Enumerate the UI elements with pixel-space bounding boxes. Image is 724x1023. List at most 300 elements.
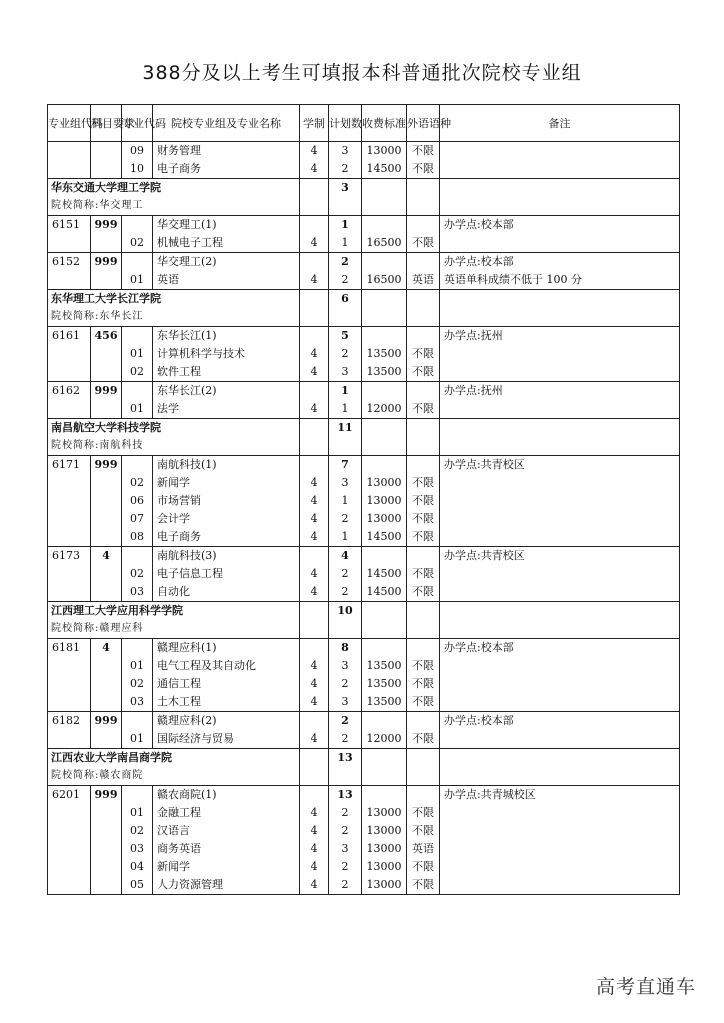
empty-cell — [362, 253, 407, 272]
group-note: 办学点:校本部 — [440, 712, 680, 731]
major-name: 电子信息工程 — [153, 565, 300, 583]
table-row — [48, 528, 680, 547]
table-row — [48, 474, 680, 492]
major-code: 01 — [122, 345, 153, 363]
major-plan: 3 — [329, 142, 362, 161]
group-plan: 5 — [329, 327, 362, 346]
major-years: 4 — [300, 675, 329, 693]
group-plan: 8 — [329, 639, 362, 658]
header-years: 学制 — [300, 105, 329, 142]
major-code: 01 — [122, 804, 153, 822]
empty-cell — [300, 456, 329, 475]
major-code: 02 — [122, 363, 153, 382]
empty-cell — [362, 216, 407, 235]
empty-cell — [440, 749, 680, 768]
group-note: 办学点:校本部 — [440, 253, 680, 272]
major-name: 新闻学 — [153, 474, 300, 492]
empty-cell — [91, 693, 122, 712]
empty-cell — [48, 730, 91, 749]
school-plan: 3 — [329, 179, 362, 198]
empty-cell — [91, 234, 122, 253]
empty-cell — [91, 840, 122, 858]
empty-cell — [362, 308, 407, 327]
school-abbr-row — [48, 620, 680, 639]
group-row — [48, 253, 680, 272]
empty-cell — [407, 290, 440, 309]
major-years: 4 — [300, 363, 329, 382]
empty-cell — [91, 160, 122, 179]
school-plan: 11 — [329, 419, 362, 438]
table-row — [48, 142, 680, 161]
major-plan: 2 — [329, 345, 362, 363]
major-name: 计算机科学与技术 — [153, 345, 300, 363]
group-name: 赣农商院(1) — [153, 786, 300, 805]
empty-cell — [91, 565, 122, 583]
major-language: 不限 — [407, 160, 440, 179]
school-plan: 6 — [329, 290, 362, 309]
major-name: 人力资源管理 — [153, 876, 300, 895]
empty-cell — [329, 767, 362, 786]
major-code: 02 — [122, 565, 153, 583]
empty-cell — [440, 602, 680, 621]
major-name: 土木工程 — [153, 693, 300, 712]
group-note: 办学点:共青城校区 — [440, 786, 680, 805]
empty-cell — [362, 290, 407, 309]
empty-cell — [91, 657, 122, 675]
school-abbr-row — [48, 197, 680, 216]
empty-cell — [407, 639, 440, 658]
empty-cell — [300, 639, 329, 658]
major-fee: 13000 — [362, 510, 407, 528]
admission-table — [47, 104, 680, 895]
empty-cell — [91, 876, 122, 895]
group-code: 6161 — [48, 327, 91, 346]
header-major-code: 专业代码 — [122, 105, 153, 142]
major-code: 03 — [122, 583, 153, 602]
major-years: 4 — [300, 822, 329, 840]
empty-cell — [48, 492, 91, 510]
school-row — [48, 602, 680, 621]
empty-cell — [48, 675, 91, 693]
empty-cell — [440, 197, 680, 216]
empty-cell — [122, 712, 153, 731]
major-language: 不限 — [407, 730, 440, 749]
major-name: 会计学 — [153, 510, 300, 528]
major-plan: 2 — [329, 804, 362, 822]
group-code: 6201 — [48, 786, 91, 805]
major-plan: 1 — [329, 234, 362, 253]
major-language: 不限 — [407, 142, 440, 161]
subject-requirement: 4 — [91, 547, 122, 566]
empty-cell — [440, 510, 680, 528]
empty-cell — [407, 253, 440, 272]
empty-cell — [91, 528, 122, 547]
empty-cell — [48, 804, 91, 822]
school-row — [48, 290, 680, 309]
major-language: 不限 — [407, 858, 440, 876]
empty-cell — [407, 382, 440, 401]
table-row — [48, 234, 680, 253]
school-plan: 13 — [329, 749, 362, 768]
table-row — [48, 876, 680, 895]
major-code: 07 — [122, 510, 153, 528]
empty-cell — [48, 858, 91, 876]
major-years: 4 — [300, 400, 329, 419]
subject-requirement: 999 — [91, 382, 122, 401]
empty-cell — [407, 749, 440, 768]
group-note: 办学点:共青校区 — [440, 456, 680, 475]
subject-requirement: 456 — [91, 327, 122, 346]
group-name: 东华长江(2) — [153, 382, 300, 401]
major-fee: 13000 — [362, 804, 407, 822]
group-code: 6171 — [48, 456, 91, 475]
subject-requirement: 999 — [91, 712, 122, 731]
group-row — [48, 547, 680, 566]
major-code: 02 — [122, 474, 153, 492]
group-row — [48, 786, 680, 805]
empty-cell — [91, 363, 122, 382]
table-row — [48, 565, 680, 583]
empty-cell — [407, 437, 440, 456]
school-name: 江西理工大学应用科学学院 — [48, 602, 300, 621]
major-years: 4 — [300, 271, 329, 290]
group-name: 南航科技(3) — [153, 547, 300, 566]
major-language: 英语 — [407, 271, 440, 290]
major-plan: 2 — [329, 160, 362, 179]
empty-cell — [300, 382, 329, 401]
school-row — [48, 419, 680, 438]
major-name: 汉语言 — [153, 822, 300, 840]
major-language: 不限 — [407, 565, 440, 583]
group-row — [48, 327, 680, 346]
major-years: 4 — [300, 160, 329, 179]
major-years: 4 — [300, 565, 329, 583]
school-abbr-row — [48, 437, 680, 456]
empty-cell — [91, 510, 122, 528]
empty-cell — [48, 271, 91, 290]
school-abbr: 院校简称:华交理工 — [48, 197, 300, 216]
empty-cell — [48, 160, 91, 179]
major-code: 01 — [122, 400, 153, 419]
subject-requirement: 999 — [91, 253, 122, 272]
major-years: 4 — [300, 730, 329, 749]
major-years: 4 — [300, 583, 329, 602]
school-abbr-row — [48, 308, 680, 327]
empty-cell — [91, 345, 122, 363]
major-plan: 2 — [329, 675, 362, 693]
empty-cell — [91, 675, 122, 693]
major-fee: 14500 — [362, 565, 407, 583]
major-language: 不限 — [407, 822, 440, 840]
empty-cell — [300, 179, 329, 198]
empty-cell — [362, 767, 407, 786]
empty-cell — [362, 639, 407, 658]
major-code: 10 — [122, 160, 153, 179]
empty-cell — [329, 197, 362, 216]
empty-cell — [440, 142, 680, 161]
school-row — [48, 749, 680, 768]
major-plan: 3 — [329, 657, 362, 675]
empty-cell — [300, 712, 329, 731]
major-name: 商务英语 — [153, 840, 300, 858]
empty-cell — [440, 840, 680, 858]
empty-cell — [122, 786, 153, 805]
table-header-row — [48, 105, 680, 142]
major-plan: 1 — [329, 400, 362, 419]
group-plan: 1 — [329, 216, 362, 235]
watermark-text: 高考直通车 — [595, 976, 696, 998]
empty-cell — [48, 142, 91, 161]
empty-cell — [440, 583, 680, 602]
group-name: 华交理工(1) — [153, 216, 300, 235]
major-name: 法学 — [153, 400, 300, 419]
empty-cell — [362, 419, 407, 438]
major-code: 08 — [122, 528, 153, 547]
major-years: 4 — [300, 528, 329, 547]
major-language: 不限 — [407, 804, 440, 822]
major-language: 不限 — [407, 583, 440, 602]
school-plan: 10 — [329, 602, 362, 621]
group-row — [48, 639, 680, 658]
empty-cell — [329, 437, 362, 456]
major-years: 4 — [300, 474, 329, 492]
empty-cell — [440, 308, 680, 327]
major-language: 不限 — [407, 400, 440, 419]
major-language: 不限 — [407, 657, 440, 675]
table-row — [48, 675, 680, 693]
empty-cell — [300, 767, 329, 786]
empty-cell — [122, 456, 153, 475]
table-body — [48, 142, 680, 895]
group-name: 东华长江(1) — [153, 327, 300, 346]
major-years: 4 — [300, 234, 329, 253]
empty-cell — [122, 216, 153, 235]
empty-cell — [440, 437, 680, 456]
major-language: 不限 — [407, 693, 440, 712]
major-fee: 13500 — [362, 693, 407, 712]
group-code: 6151 — [48, 216, 91, 235]
table-row — [48, 345, 680, 363]
empty-cell — [407, 456, 440, 475]
major-plan: 3 — [329, 693, 362, 712]
major-years: 4 — [300, 840, 329, 858]
header-lang: 外语语种 — [407, 105, 440, 142]
empty-cell — [407, 197, 440, 216]
empty-cell — [91, 804, 122, 822]
empty-cell — [48, 234, 91, 253]
group-name: 赣理应科(1) — [153, 639, 300, 658]
empty-cell — [48, 583, 91, 602]
major-name: 金融工程 — [153, 804, 300, 822]
empty-cell — [440, 492, 680, 510]
empty-cell — [91, 858, 122, 876]
empty-cell — [122, 327, 153, 346]
major-code: 09 — [122, 142, 153, 161]
major-plan: 2 — [329, 510, 362, 528]
empty-cell — [407, 786, 440, 805]
group-note: 办学点:抚州 — [440, 327, 680, 346]
major-name: 国际经济与贸易 — [153, 730, 300, 749]
empty-cell — [362, 620, 407, 639]
major-name: 软件工程 — [153, 363, 300, 382]
major-plan: 3 — [329, 363, 362, 382]
empty-cell — [440, 419, 680, 438]
empty-cell — [300, 216, 329, 235]
major-language: 不限 — [407, 528, 440, 547]
empty-cell — [407, 327, 440, 346]
empty-cell — [300, 749, 329, 768]
empty-cell — [48, 474, 91, 492]
major-fee: 13500 — [362, 363, 407, 382]
school-row — [48, 179, 680, 198]
table-row — [48, 858, 680, 876]
major-fee: 13000 — [362, 840, 407, 858]
empty-cell — [440, 822, 680, 840]
major-fee: 13000 — [362, 492, 407, 510]
group-name: 南航科技(1) — [153, 456, 300, 475]
major-plan: 3 — [329, 840, 362, 858]
empty-cell — [122, 382, 153, 401]
header-plan: 计划数 — [329, 105, 362, 142]
group-plan: 2 — [329, 253, 362, 272]
major-language: 不限 — [407, 876, 440, 895]
empty-cell — [440, 675, 680, 693]
major-years: 4 — [300, 876, 329, 895]
group-note: 办学点:抚州 — [440, 382, 680, 401]
group-code: 6182 — [48, 712, 91, 731]
empty-cell — [122, 253, 153, 272]
table-row — [48, 840, 680, 858]
empty-cell — [440, 693, 680, 712]
empty-cell — [300, 253, 329, 272]
major-years: 4 — [300, 345, 329, 363]
table-row — [48, 693, 680, 712]
empty-cell — [91, 583, 122, 602]
major-fee: 14500 — [362, 583, 407, 602]
empty-cell — [48, 693, 91, 712]
empty-cell — [91, 400, 122, 419]
empty-cell — [48, 528, 91, 547]
major-years: 4 — [300, 142, 329, 161]
school-name: 南昌航空大学科技学院 — [48, 419, 300, 438]
table-row — [48, 657, 680, 675]
major-code: 02 — [122, 822, 153, 840]
major-years: 4 — [300, 492, 329, 510]
major-name: 新闻学 — [153, 858, 300, 876]
header-subject-req: 科目要求 — [91, 105, 122, 142]
major-code: 04 — [122, 858, 153, 876]
major-years: 4 — [300, 657, 329, 675]
major-fee: 13500 — [362, 675, 407, 693]
major-language: 英语 — [407, 840, 440, 858]
group-plan: 7 — [329, 456, 362, 475]
major-code: 03 — [122, 840, 153, 858]
header-name: 院校专业组及专业名称 — [153, 105, 300, 142]
table-row — [48, 160, 680, 179]
major-language: 不限 — [407, 492, 440, 510]
empty-cell — [407, 602, 440, 621]
major-language: 不限 — [407, 234, 440, 253]
major-language: 不限 — [407, 675, 440, 693]
empty-cell — [48, 345, 91, 363]
empty-cell — [362, 749, 407, 768]
empty-cell — [300, 327, 329, 346]
empty-cell — [300, 602, 329, 621]
empty-cell — [362, 179, 407, 198]
empty-cell — [440, 400, 680, 419]
empty-cell — [300, 419, 329, 438]
major-plan: 2 — [329, 876, 362, 895]
empty-cell — [362, 602, 407, 621]
major-code: 01 — [122, 271, 153, 290]
group-plan: 1 — [329, 382, 362, 401]
major-plan: 2 — [329, 271, 362, 290]
major-fee: 14500 — [362, 160, 407, 179]
school-name: 华东交通大学理工学院 — [48, 179, 300, 198]
empty-cell — [440, 858, 680, 876]
empty-cell — [48, 876, 91, 895]
table-row — [48, 730, 680, 749]
empty-cell — [300, 437, 329, 456]
major-years: 4 — [300, 693, 329, 712]
major-fee: 13500 — [362, 657, 407, 675]
empty-cell — [440, 474, 680, 492]
empty-cell — [300, 620, 329, 639]
group-plan: 13 — [329, 786, 362, 805]
empty-cell — [407, 547, 440, 566]
major-fee: 13500 — [362, 345, 407, 363]
school-name: 江西农业大学南昌商学院 — [48, 749, 300, 768]
empty-cell — [440, 290, 680, 309]
major-language: 不限 — [407, 345, 440, 363]
empty-cell — [440, 179, 680, 198]
major-code: 06 — [122, 492, 153, 510]
empty-cell — [362, 382, 407, 401]
major-name: 电子商务 — [153, 160, 300, 179]
major-plan: 2 — [329, 858, 362, 876]
major-note: 英语单科成绩不低于 100 分 — [440, 271, 680, 290]
empty-cell — [91, 271, 122, 290]
major-plan: 2 — [329, 583, 362, 602]
major-code: 03 — [122, 693, 153, 712]
major-plan: 2 — [329, 822, 362, 840]
empty-cell — [440, 345, 680, 363]
major-plan: 1 — [329, 528, 362, 547]
major-language: 不限 — [407, 363, 440, 382]
empty-cell — [440, 657, 680, 675]
major-code: 05 — [122, 876, 153, 895]
major-name: 自动化 — [153, 583, 300, 602]
empty-cell — [362, 712, 407, 731]
empty-cell — [440, 565, 680, 583]
empty-cell — [300, 197, 329, 216]
header-fee: 收费标准 — [362, 105, 407, 142]
empty-cell — [440, 804, 680, 822]
group-plan: 2 — [329, 712, 362, 731]
header-group-code: 专业组代码 — [48, 105, 91, 142]
empty-cell — [440, 363, 680, 382]
empty-cell — [362, 547, 407, 566]
major-code: 02 — [122, 675, 153, 693]
major-fee: 14500 — [362, 528, 407, 547]
empty-cell — [329, 620, 362, 639]
major-code: 01 — [122, 657, 153, 675]
major-plan: 1 — [329, 492, 362, 510]
empty-cell — [407, 179, 440, 198]
major-fee: 13000 — [362, 858, 407, 876]
major-plan: 3 — [329, 474, 362, 492]
major-fee: 12000 — [362, 400, 407, 419]
